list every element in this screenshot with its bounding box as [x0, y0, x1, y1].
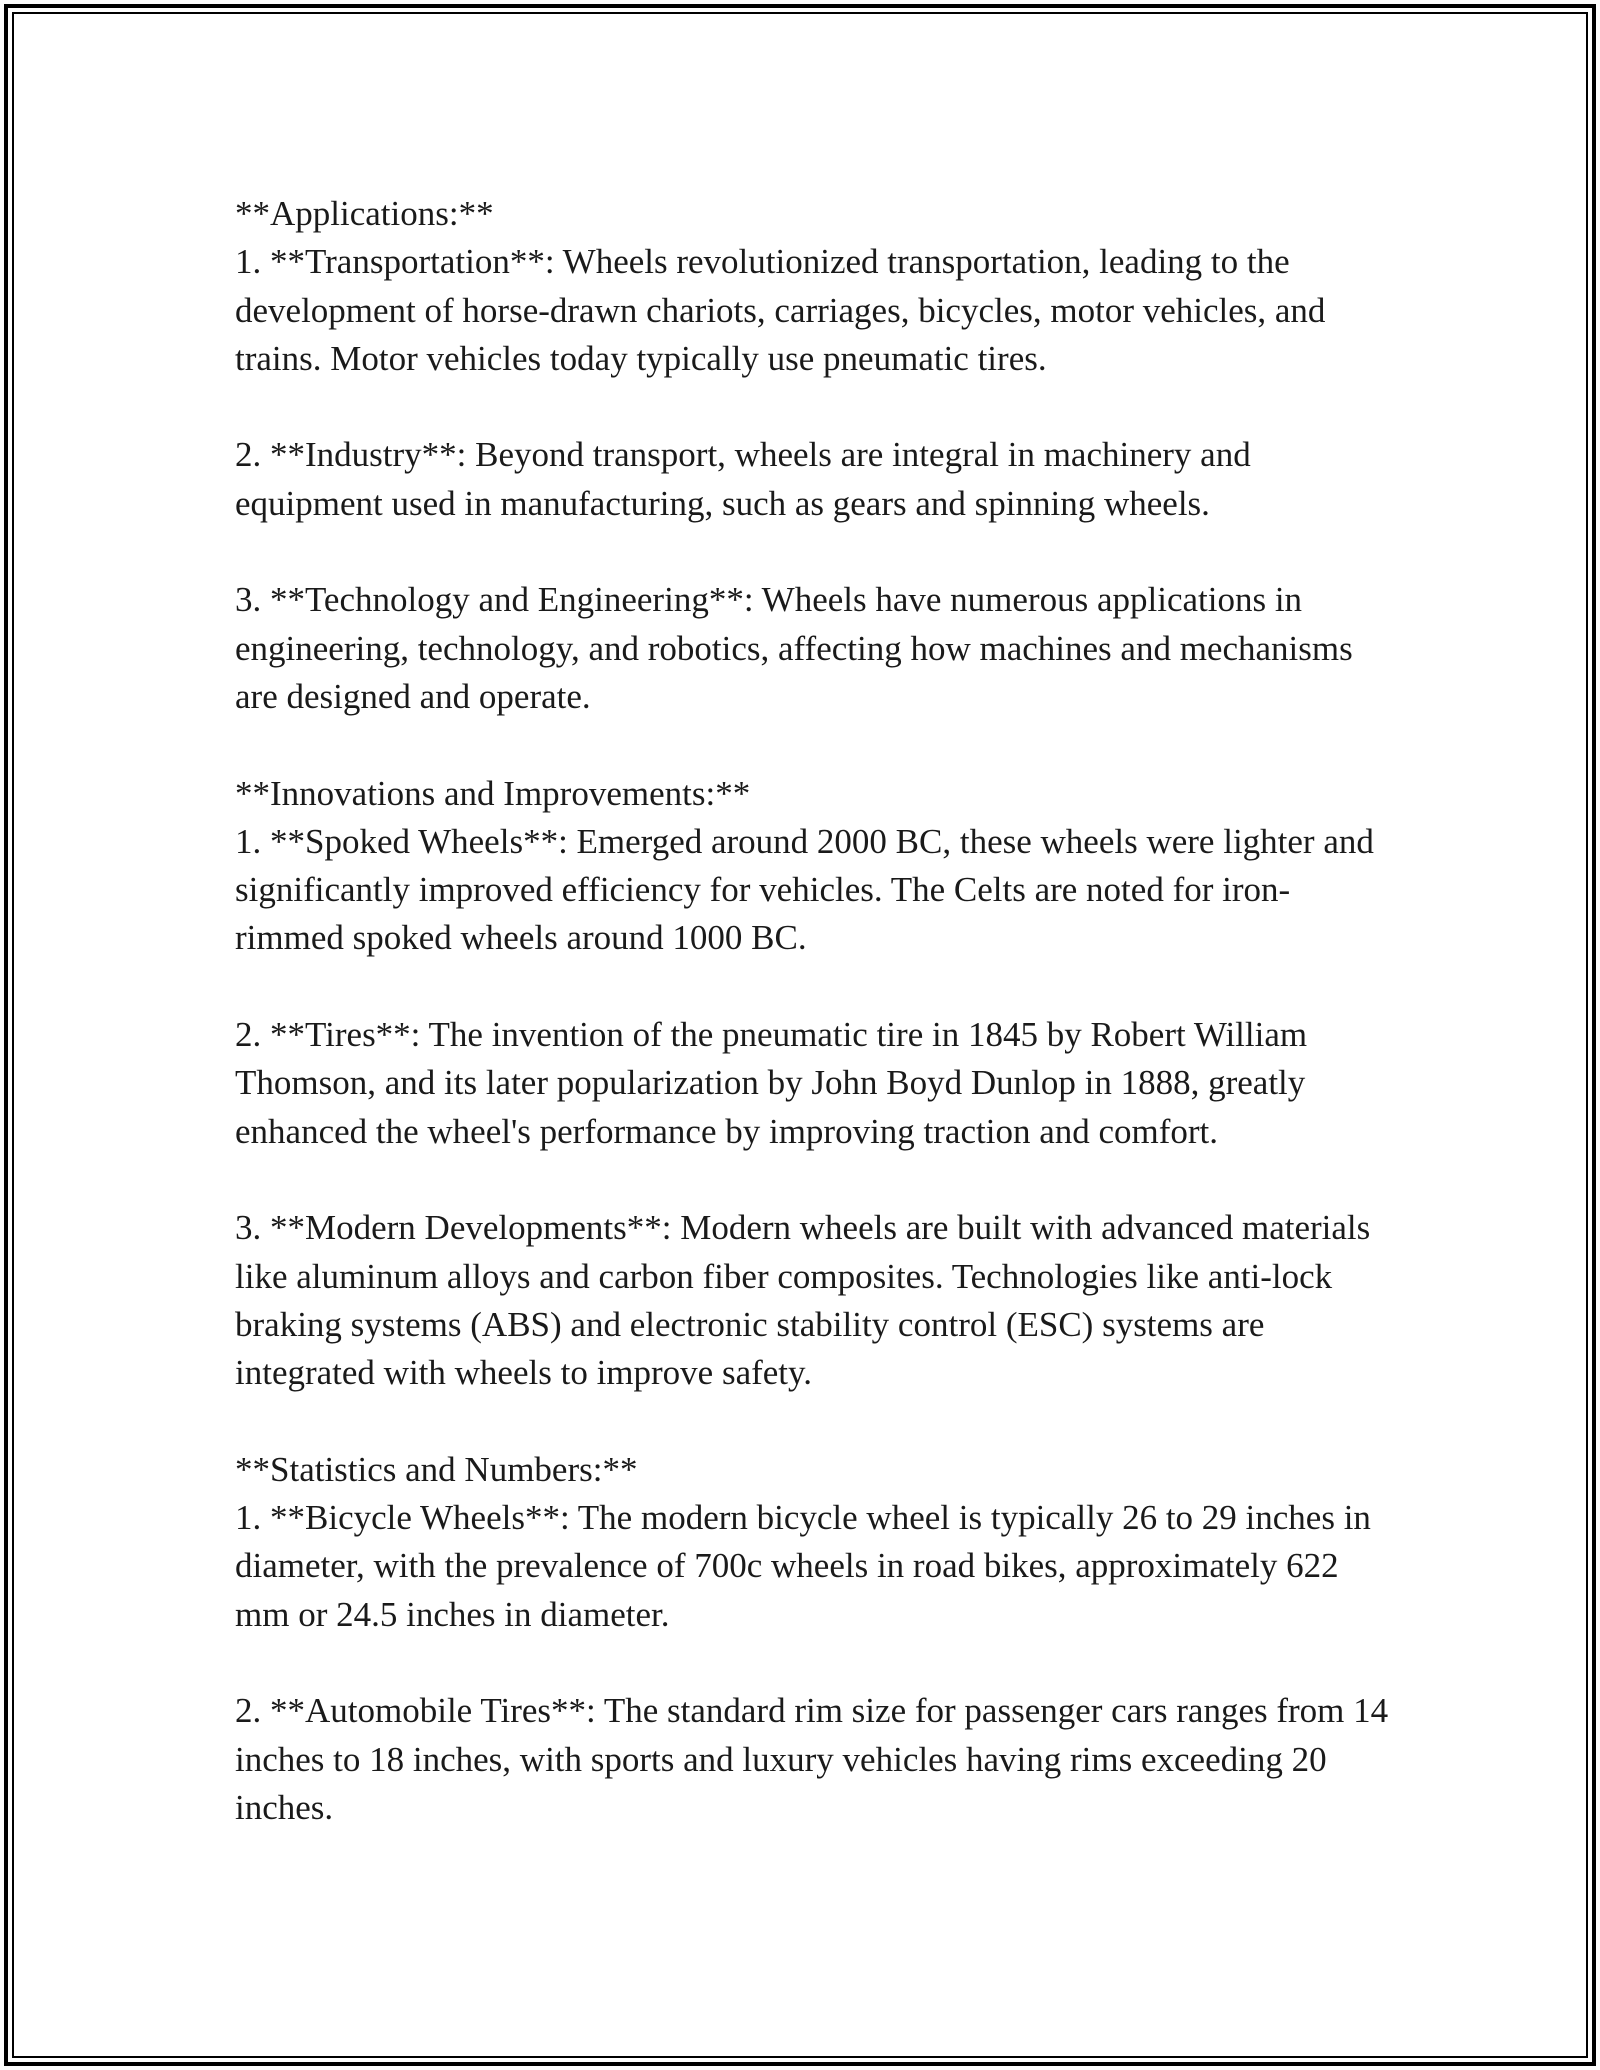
list-item: 1. **Bicycle Wheels**: The modern bicycle wheel is typically 26 to 29 inches in diameter, with the prevalence of 700c wheels in road bikes, approximately 622 mm or 24.5 inches in diameter.	[235, 1498, 1371, 1634]
section-heading: **Applications:**	[235, 194, 494, 233]
section-innovations	[235, 770, 1395, 1398]
list-item: 1. **Spoked Wheels**: Emerged around 2000 BC, these wheels were lighter and significantly improved efficiency for vehicles. The Celts are noted for iron-rimmed spoked wheels around 1000 BC.	[235, 821, 1374, 958]
list-item: 2. **Industry**: Beyond transport, wheels are integral in machinery and equipment used in manufacturing, such as gears and spinning wheels.	[235, 435, 1251, 523]
list-item: 3. **Technology and Engineering**: Wheels have numerous applications in engineering, technology, and robotics, affecting how machines and mechanisms are designed and operate.	[235, 580, 1353, 716]
section-applications	[235, 190, 1395, 721]
list-item: 1. **Transportation**: Wheels revolutionized transportation, leading to the development of horse-drawn chariots, carriages, bicycles, motor vehicles, and trains. Motor vehicles today typically use pneumatic tires.	[235, 242, 1326, 378]
document-body	[235, 190, 1395, 1832]
section-heading: **Statistics and Numbers:**	[235, 1449, 638, 1489]
list-item: 3. **Modern Developments**: Modern wheels are built with advanced materials like aluminum alloys and carbon fiber composites. Technologies like anti-lock braking systems (ABS) and electronic stability control (ESC) systems are integrated with wheels to improve safety.	[235, 1208, 1371, 1393]
section-heading: **Innovations and Improvements:**	[235, 773, 751, 813]
section-statistics	[235, 1446, 1395, 1832]
list-item: 2. **Tires**: The invention of the pneumatic tire in 1845 by Robert William Thomson, and its later popularization by John Boyd Dunlop in 1888, greatly enhanced the wheel's performance by improving traction and comfort.	[235, 1015, 1308, 1151]
list-item: 2. **Automobile Tires**: The standard rim size for passenger cars ranges from 14 inches to 18 inches, with sports and luxury vehicles having rims exceeding 20 inches.	[235, 1691, 1389, 1827]
